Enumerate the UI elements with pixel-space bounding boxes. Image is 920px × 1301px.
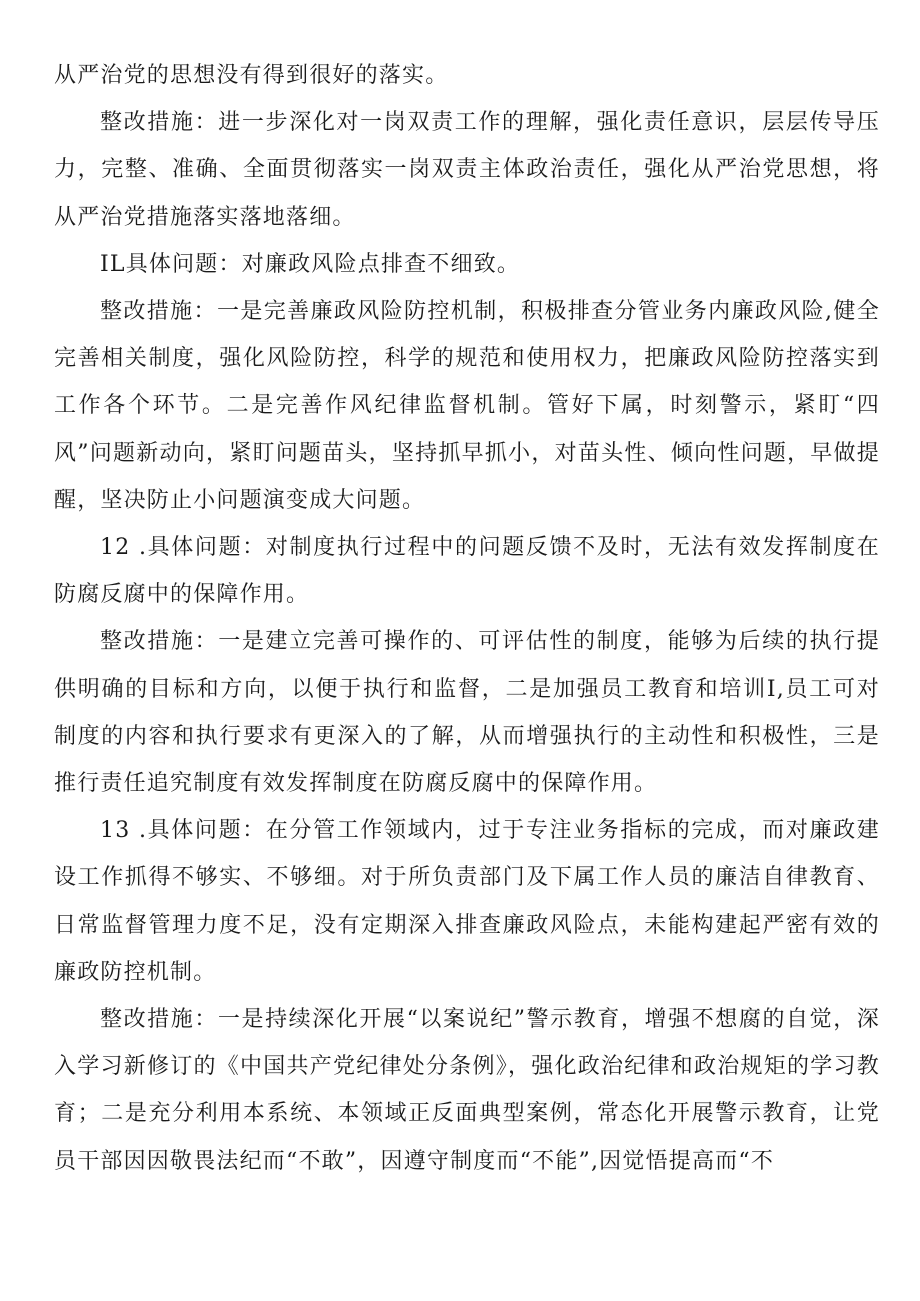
paragraph-rectification-13: 整改措施：一是持续深化开展“以案说纪”警示教育，增强不想腐的自觉，深入学习新修订的《中国共产党纪律处分条例》，强化政治纪律和政治规矩的学习教育；二是充分利用本系统、本领域正反面典型案例，常态化开展警示教育，让党员干部因因敬畏法纪而“不敢”，因遵守制度而“不能”,因觉悟提高而“不	[54, 1007, 880, 1174]
paragraph-rectification-1: 整改措施：进一步深化对一岗双责工作的理解，强化责任意识，层层传导压力，完整、准确、全面贯彻落实一岗双责主体政治责任，强化从严治党思想，将从严治党措施落实落地落细。	[54, 110, 880, 230]
document-body	[54, 52, 880, 1185]
paragraph-rectification-12: 整改措施：一是建立完善可操作的、可评估性的制度，能够为后续的执行提供明确的目标和方向，以便于执行和监督，二是加强员工教育和培训I,员工可对制度的内容和执行要求有更深入的了解，从而增强执行的主动性和积极性，三是推行责任追究制度有效发挥制度在防腐反腐中的保障作用。	[54, 629, 880, 797]
paragraph-continuation: 从严治党的思想没有得到很好的落实。	[54, 63, 449, 88]
paragraph-problem-11: IL具体问题：对廉政风险点排查不细致。	[100, 251, 521, 277]
paragraph-problem-13: 13 .具体问题：在分管工作领域内，过于专注业务指标的完成，而对廉政建设工作抓得不够实、不够细。对于所负责部门及下属工作人员的廉洁自律教育、日常监督管理力度不足，没有定期深入排查廉政风险点，未能构建起严密有效的廉政防控机制。	[54, 818, 880, 985]
paragraph-problem-12: 12 .具体问题：对制度执行过程中的问题反馈不及时，无法有效发挥制度在防腐反腐中的保障作用。	[54, 535, 880, 608]
paragraph-rectification-11: 整改措施：一是完善廉政风险防控机制，积极排查分管业务内廉政风险,健全完善相关制度，强化风险防控，科学的规范和使用权力，把廉政风险防控落实到工作各个环节。二是完善作风纪律监督机制。管好下属，时刻警示，紧盯“四风”问题新动向，紧盯问题苗头，坚持抓早抓小，对苗头性、倾向性问题，早做提醒，坚决防止小问题演变成大问题。	[54, 299, 880, 513]
